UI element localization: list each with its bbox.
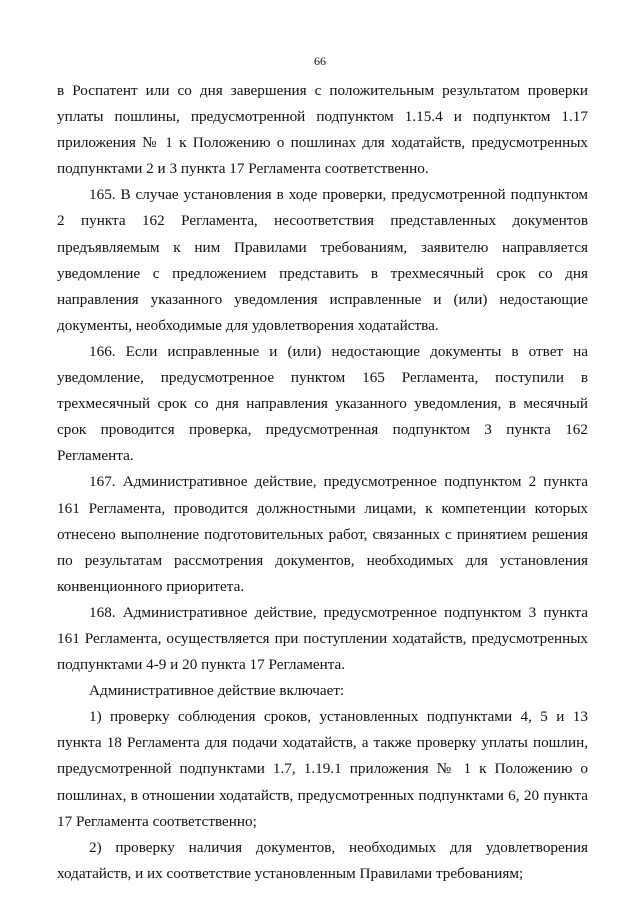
list-item-1: 1) проверку соблюдения сроков, установленных подпунктами 4, 5 и 13 пункта 18 Регламента для подачи ходатайств, а также проверку уплаты пошлин, предусмотренной подпунктами 1.7, 1.19.1 приложения № 1 к Положению о пошлинах, в отношении ходатайств, предусмотренных подпунктами 6, 20 пункта 17 Регламента соответственно; <box>57 708 588 830</box>
paragraph-167: 167. Административное действие, предусмотренное подпунктом 2 пункта 161 Регламента, проводится должностными лицами, к компетенции которых отнесено выполнение подготовительных работ, связанных с принятием решения по результатам рассмотрения документов, необходимых для установления конвенционного приоритета. <box>57 473 588 595</box>
paragraph-action-intro: Административное действие включает: <box>89 682 345 700</box>
paragraph-168: 168. Административное действие, предусмотренное подпунктом 3 пункта 161 Регламента, осуществляется при поступлении ходатайств, предусмотренных подпунктами 4-9 и 20 пункта 17 Регламента. <box>57 603 588 674</box>
page-number: 66 <box>314 54 326 68</box>
paragraph-165: 165. В случае установления в ходе проверки, предусмотренной подпунктом 2 пункта 162 Регламента, несоответствия представленных документов предъявляемым к ним Правилами требованиям, заявителю направляется уведомление с предложением представить в трехмесячный срок со дня направления указанного уведомления исправленные и (или) недостающие документы, необходимые для удовлетворения ходатайства. <box>57 186 588 334</box>
paragraph-continuation: в Роспатент или со дня завершения с положительным результатом проверки уплаты пошлины, предусмотренной подпунктом 1.15.4 и подпунктом 1.17 приложения № 1 к Положению о пошлинах для ходатайств, предусмотренных подпунктами 2 и 3 пункта 17 Регламента соответственно. <box>57 82 588 178</box>
document-body <box>57 78 588 887</box>
paragraph-166: 166. Если исправленные и (или) недостающие документы в ответ на уведомление, предусмотренное пунктом 165 Регламента, поступили в трехмесячный срок со дня направления указанного уведомления, в месячный срок проводится проверка, предусмотренная подпунктом 3 пункта 162 Регламента. <box>57 342 588 465</box>
list-item-2: 2) проверку наличия документов, необходимых для удовлетворения ходатайств, и их соответствие установленным Правилами требованиям; <box>57 838 588 882</box>
